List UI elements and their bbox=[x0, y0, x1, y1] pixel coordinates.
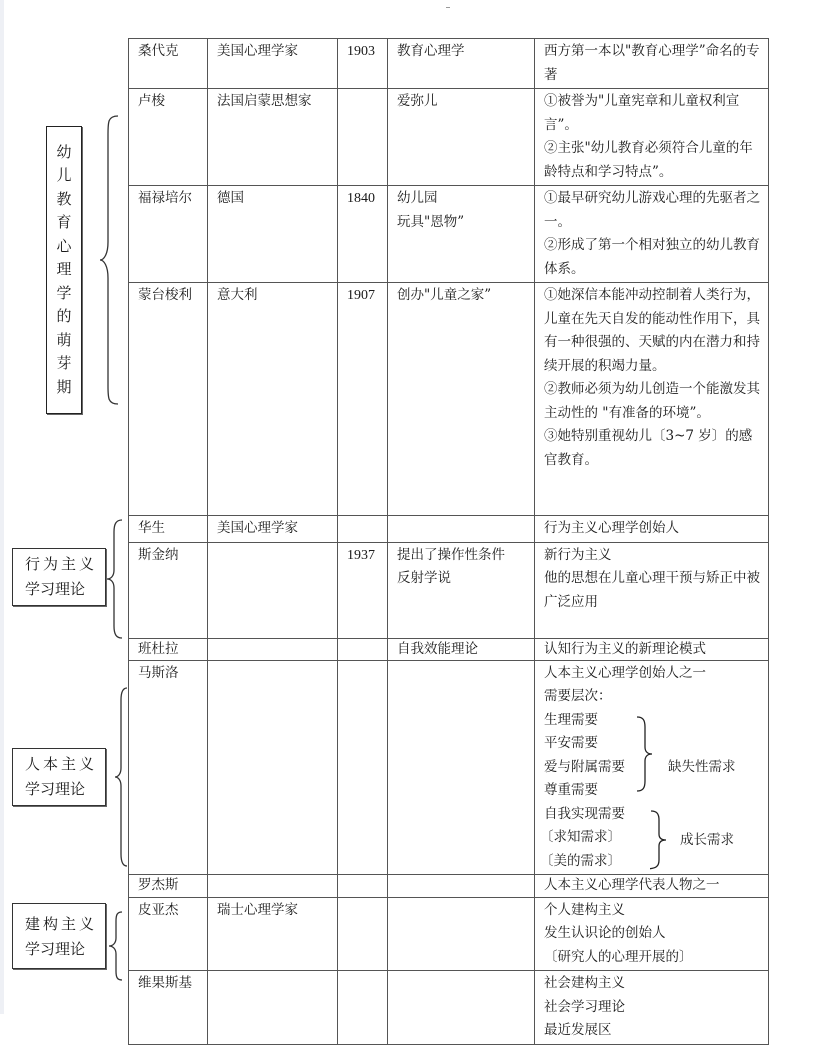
cell-line: 教育心理学 bbox=[397, 43, 465, 59]
deficiency-need: 平安需要 bbox=[544, 735, 598, 751]
name-cell: 斯金纳 bbox=[129, 542, 208, 638]
page-top-mark bbox=[446, 7, 450, 8]
name-cell: 皮亚杰 bbox=[129, 897, 208, 971]
cell-line: 玩具"恩物” bbox=[397, 213, 465, 230]
group-label-char: 心 bbox=[56, 236, 72, 255]
notes-cell bbox=[535, 516, 769, 543]
work-cell bbox=[388, 874, 535, 897]
growth-need: 自我实现需要 bbox=[544, 805, 625, 822]
name-cell: 卢梭 bbox=[129, 89, 208, 186]
group-label-char: 儿 bbox=[56, 166, 72, 185]
identity-cell: 美国心理学家 bbox=[208, 39, 338, 89]
cell-line: 发生认识论的创始人 bbox=[544, 925, 666, 941]
group-label-constructivism bbox=[12, 903, 106, 969]
group-label-char: 学 bbox=[56, 283, 72, 302]
year-cell: 1903 bbox=[338, 39, 388, 89]
identity-cell: 意大利 bbox=[208, 283, 338, 516]
name-cell: 马斯洛 bbox=[129, 660, 208, 874]
group-label-humanism bbox=[12, 748, 106, 806]
group-label-char: 幼 bbox=[56, 142, 72, 161]
group-label-char: 芽 bbox=[56, 354, 72, 373]
group-label-line: 行为主义 bbox=[25, 555, 98, 573]
cell-line: ①她深信本能冲动控制着人类行为，儿童在先天自发的能动性作用下，具有一种很强的、天赋的内在潜力和持续开展的积竭力量。 bbox=[544, 287, 760, 374]
year-cell bbox=[338, 638, 388, 660]
growth-label: 成长需求 bbox=[680, 831, 734, 848]
cell-line: ①最早研究幼儿游戏心理的先驱者之一。 bbox=[544, 190, 760, 230]
table-row bbox=[129, 971, 769, 1045]
name-cell: 维果斯基 bbox=[129, 971, 208, 1045]
table-row bbox=[129, 638, 769, 660]
group-label-line: 学习理论 bbox=[25, 780, 86, 798]
identity-cell bbox=[208, 660, 338, 874]
work-cell bbox=[388, 638, 535, 660]
cell-line: ②教师必须为幼儿创造一个能激发其主动性的 "有准备的环境”。 bbox=[544, 381, 760, 421]
cell-line: 需要层次： bbox=[544, 688, 612, 704]
table-row bbox=[129, 874, 769, 897]
table-row bbox=[129, 660, 769, 874]
group-label-line: 学习理论 bbox=[25, 580, 86, 598]
page-left-edge bbox=[0, 0, 4, 1014]
work-cell bbox=[388, 39, 535, 89]
cell-line: 他的思想在儿童心理干预与矫正中被广泛应用 bbox=[544, 570, 760, 610]
table-row bbox=[129, 516, 769, 543]
deficiency-need: 爱与附属需要 bbox=[544, 758, 625, 775]
brace-behaviorism bbox=[104, 518, 126, 640]
table-row bbox=[129, 39, 769, 89]
cell-line: 社会学习理论 bbox=[544, 998, 625, 1015]
group-label-line: 人本主义 bbox=[25, 755, 98, 773]
group-label-behaviorism bbox=[12, 548, 106, 606]
cell-line: ②主张"幼儿教育必须符合儿童的年龄特点和学习特点”。 bbox=[544, 140, 753, 180]
name-cell: 华生 bbox=[129, 516, 208, 543]
table-row bbox=[129, 542, 769, 638]
identity-cell: 德国 bbox=[208, 186, 338, 283]
cell-line: ③她特别重视幼儿〔3~7 岁〕的感官教育。 bbox=[544, 428, 753, 468]
cell-line: 新行为主义 bbox=[544, 546, 612, 563]
notes-cell bbox=[535, 186, 769, 283]
growth-need: 〔美的需求〕 bbox=[540, 852, 621, 869]
identity-cell bbox=[208, 971, 338, 1045]
identity-cell bbox=[208, 874, 338, 897]
table-row bbox=[129, 283, 769, 516]
cell-line: 西方第一本以"教育心理学”命名的专著 bbox=[544, 43, 760, 83]
notes-cell bbox=[535, 660, 769, 874]
work-cell bbox=[388, 186, 535, 283]
group-label-line: 学习理论 bbox=[25, 940, 86, 958]
brace-infant bbox=[98, 114, 122, 406]
work-cell bbox=[388, 660, 535, 874]
brace-constructivism bbox=[106, 910, 126, 982]
work-cell bbox=[388, 971, 535, 1045]
group-label-char: 理 bbox=[56, 260, 72, 279]
cell-line: 人本主义心理学代表人物之一 bbox=[544, 876, 720, 893]
identity-cell bbox=[208, 638, 338, 660]
brace-deficiency bbox=[636, 715, 654, 793]
work-cell bbox=[388, 542, 535, 638]
cell-line: 人本主义心理学创始人之一 bbox=[544, 664, 706, 681]
work-cell bbox=[388, 516, 535, 543]
year-cell: 1907 bbox=[338, 283, 388, 516]
name-cell: 班杜拉 bbox=[129, 638, 208, 660]
group-label-infant-psychology bbox=[46, 126, 82, 414]
table-row bbox=[129, 89, 769, 186]
notes-cell bbox=[535, 39, 769, 89]
group-label-char: 期 bbox=[56, 377, 72, 396]
group-label-char: 萌 bbox=[56, 330, 72, 349]
growth-need: 〔求知需求〕 bbox=[540, 829, 621, 845]
identity-cell bbox=[208, 542, 338, 638]
cell-line: ②形成了第一个相对独立的幼儿教育体系。 bbox=[544, 237, 760, 277]
maslow-needs-hierarchy bbox=[540, 709, 761, 873]
deficiency-label: 缺失性需求 bbox=[668, 758, 736, 775]
deficiency-need: 尊重需要 bbox=[544, 782, 598, 798]
group-label-char: 的 bbox=[56, 307, 72, 326]
table-row bbox=[129, 186, 769, 283]
year-cell bbox=[338, 874, 388, 897]
year-cell: 1937 bbox=[338, 542, 388, 638]
cell-line: 自我效能理论 bbox=[397, 640, 478, 657]
group-label-char: 教 bbox=[56, 189, 72, 208]
notes-cell bbox=[535, 638, 769, 660]
cell-line: 创办"儿童之家” bbox=[397, 287, 492, 303]
name-cell: 罗杰斯 bbox=[129, 874, 208, 897]
year-cell bbox=[338, 89, 388, 186]
cell-line: 行为主义心理学创始人 bbox=[544, 520, 679, 536]
cell-line: 个人建构主义 bbox=[544, 901, 625, 918]
cell-line: ①被誉为"儿童宪章和儿童权利宣言”。 bbox=[544, 93, 740, 133]
cell-line: 反射学说 bbox=[397, 570, 451, 586]
work-cell bbox=[388, 283, 535, 516]
table-row bbox=[129, 897, 769, 971]
identity-cell: 法国启蒙思想家 bbox=[208, 89, 338, 186]
group-label-char: 育 bbox=[56, 213, 72, 232]
cell-line: 社会建构主义 bbox=[544, 975, 625, 991]
brace-growth bbox=[650, 809, 668, 871]
cell-line: 爱弥儿 bbox=[397, 93, 438, 109]
cell-line: 最近发展区 bbox=[544, 1022, 612, 1038]
notes-cell bbox=[535, 971, 769, 1045]
cell-line: 认知行为主义的新理论模式 bbox=[544, 640, 706, 657]
identity-cell: 瑞士心理学家 bbox=[208, 897, 338, 971]
notes-cell bbox=[535, 542, 769, 638]
year-cell bbox=[338, 897, 388, 971]
group-label-line: 建构主义 bbox=[25, 915, 98, 933]
brace-humanism bbox=[112, 686, 130, 868]
year-cell bbox=[338, 971, 388, 1045]
notes-cell bbox=[535, 897, 769, 971]
cell-line: 〔研究人的心理开展的〕 bbox=[544, 948, 693, 965]
notes-cell bbox=[535, 874, 769, 897]
notes-cell bbox=[535, 89, 769, 186]
name-cell: 桑代克 bbox=[129, 39, 208, 89]
cell-line: 提出了操作性条件 bbox=[397, 546, 505, 563]
name-cell: 福禄培尔 bbox=[129, 186, 208, 283]
name-cell: 蒙台梭利 bbox=[129, 283, 208, 516]
cell-line: 幼儿园 bbox=[397, 190, 438, 206]
identity-cell: 美国心理学家 bbox=[208, 516, 338, 543]
year-cell bbox=[338, 516, 388, 543]
year-cell: 1840 bbox=[338, 186, 388, 283]
deficiency-need: 生理需要 bbox=[544, 711, 598, 728]
work-cell bbox=[388, 89, 535, 186]
work-cell bbox=[388, 897, 535, 971]
notes-cell bbox=[535, 283, 769, 516]
year-cell bbox=[338, 660, 388, 874]
psychologists-table bbox=[128, 38, 769, 1045]
